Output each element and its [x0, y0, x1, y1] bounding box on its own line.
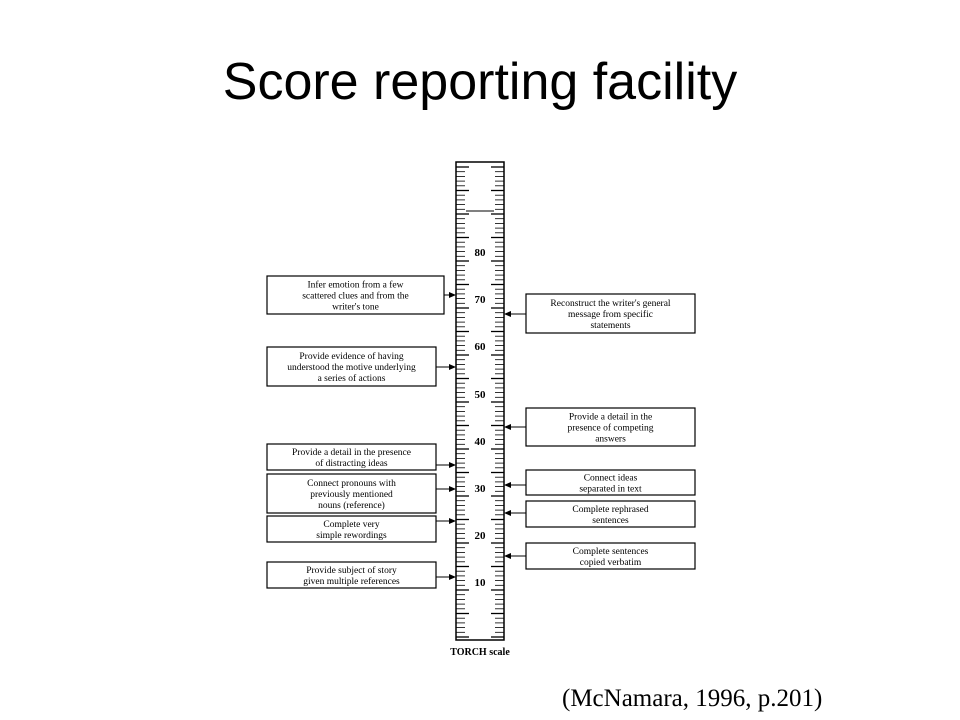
- scale-label: 60: [474, 341, 486, 353]
- descriptor-text: statements: [590, 321, 631, 331]
- descriptor-text: nouns (reference): [318, 501, 385, 511]
- descriptor-text: sentences: [592, 516, 629, 526]
- scale-label: 40: [474, 436, 486, 448]
- descriptor-text: a series of actions: [317, 374, 386, 384]
- descriptor-text: Connect ideas: [583, 473, 638, 484]
- descriptor-text: of distracting ideas: [315, 459, 388, 469]
- descriptor-text: Provide a detail in the presence: [292, 448, 411, 458]
- descriptor-text: Complete sentences: [572, 547, 649, 557]
- descriptor-text: separated in text: [579, 484, 642, 495]
- scale-label: 30: [474, 483, 486, 495]
- descriptor-text: Reconstruct the writer's general: [550, 299, 671, 309]
- descriptor-text: Infer emotion from a few: [307, 280, 404, 291]
- descriptor-text: Provide subject of story: [306, 566, 397, 576]
- scale-caption: TORCH scale: [450, 647, 510, 658]
- descriptor-text: presence of competing: [567, 423, 654, 434]
- descriptor-text: understood the motive underlying: [287, 363, 416, 373]
- descriptor-text: previously mentioned: [310, 490, 393, 500]
- descriptor-text: message from specific: [568, 310, 653, 320]
- descriptor-text: Provide evidence of having: [299, 352, 404, 362]
- descriptor-text: given multiple references: [303, 577, 400, 587]
- right-descriptors: [505, 294, 695, 569]
- scale-label: 10: [474, 577, 486, 589]
- descriptor-text: copied verbatim: [579, 558, 642, 568]
- scale-label: 50: [474, 389, 486, 401]
- ruler-body: [456, 162, 504, 640]
- scale-label: 80: [474, 247, 486, 259]
- descriptor-text: simple rewordings: [316, 531, 387, 541]
- descriptor-text: Connect pronouns with: [307, 479, 396, 489]
- descriptor-text: Complete very: [323, 520, 380, 530]
- torch-ruler: [450, 162, 510, 658]
- descriptor-text: scattered clues and from the: [302, 291, 409, 302]
- scale-label: 20: [474, 530, 486, 542]
- scale-label: 70: [474, 294, 486, 306]
- slide-title: Score reporting facility: [222, 53, 738, 111]
- citation: (McNamara, 1996, p.201): [562, 685, 823, 712]
- left-descriptors: [267, 276, 455, 588]
- descriptor-text: answers: [595, 434, 626, 445]
- descriptor-text: Complete rephrased: [572, 505, 649, 515]
- descriptor-text: writer's tone: [332, 302, 379, 313]
- descriptor-text: Provide a detail in the: [568, 412, 653, 423]
